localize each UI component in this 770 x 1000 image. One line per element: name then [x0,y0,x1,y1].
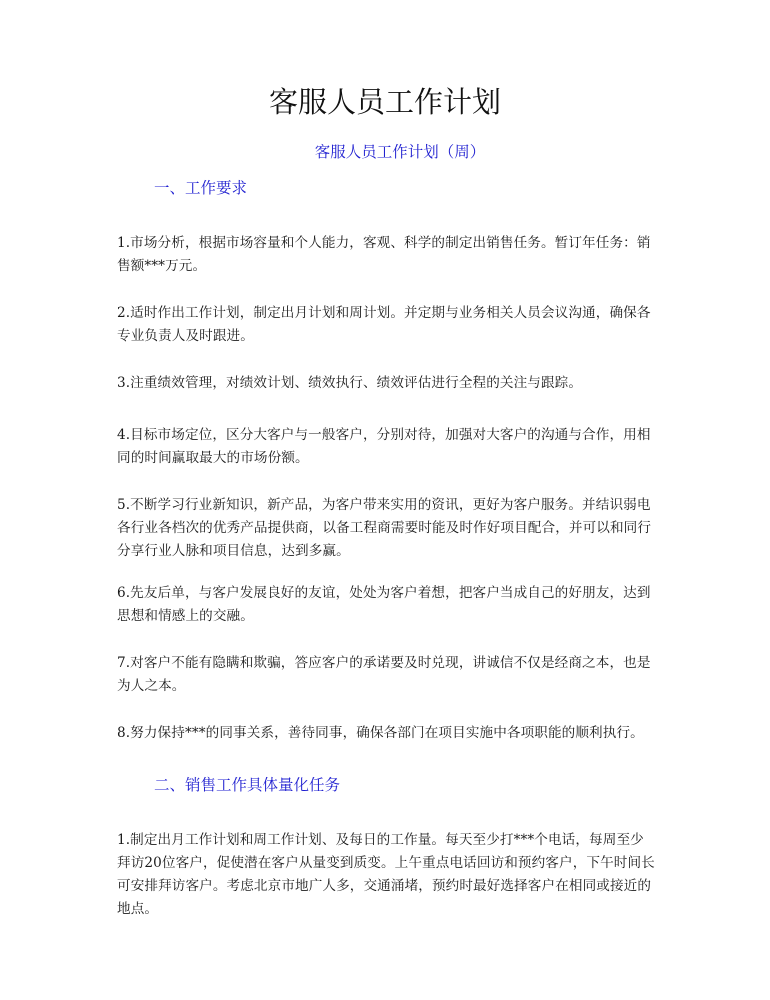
section-heading-sales-tasks: 二、销售工作具体量化任务 [154,776,341,794]
paragraph-6: 6.先友后单，与客户发展良好的友谊，处处为客户着想，把客户当成自己的好朋友，达到思想和情感上的交融。 [117,585,651,624]
section-heading-requirements: 一、工作要求 [154,179,248,197]
paragraph-5: 5.不断学习行业新知识，新产品，为客户带来实用的资讯，更好为客户服务。并结识弱电各行业各档次的优秀产品提供商，以备工程商需要时能及时作好项目配合，并可以和同行分享行业人脉和项目信息，达到多赢。 [117,497,652,559]
paragraph-4: 4.目标市场定位，区分大客户与一般客户，分别对待，加强对大客户的沟通与合作，用相同的时间赢取最大的市场份额。 [117,427,651,466]
document-subtitle: 客服人员工作计划（周） [314,143,486,161]
paragraph-2: 2.适时作出工作计划，制定出月计划和周计划。并定期与业务相关人员会议沟通，确保各专业负责人及时跟进。 [117,305,651,344]
paragraph-3: 3.注重绩效管理，对绩效计划、绩效执行、绩效评估进行全程的关注与跟踪。 [117,375,583,391]
paragraph-1: 1.市场分析，根据市场容量和个人能力，客观、科学的制定出销售任务。暂订年任务：销售额***万元。 [117,235,651,274]
paragraph-8: 8.努力保持***的同事关系，善待同事，确保各部门在项目实施中各项职能的顺利执行。 [117,725,644,741]
document-title: 客服人员工作计划 [268,85,501,119]
paragraph-sales-1: 1.制定出月工作计划和周工作计划、及每日的工作量。每天至少打***个电话，每周至少拜访20位客户，促使潜在客户从量变到质变。上午重点电话回访和预约客户，下午时间长可安排拜访客户。考虑北京市地广人多，交通涌堵，预约时最好选择客户在相同或接近的地点。 [117,832,655,917]
paragraph-7: 7.对客户不能有隐瞒和欺骗，答应客户的承诺要及时兑现，讲诚信不仅是经商之本，也是为人之本。 [117,655,651,694]
